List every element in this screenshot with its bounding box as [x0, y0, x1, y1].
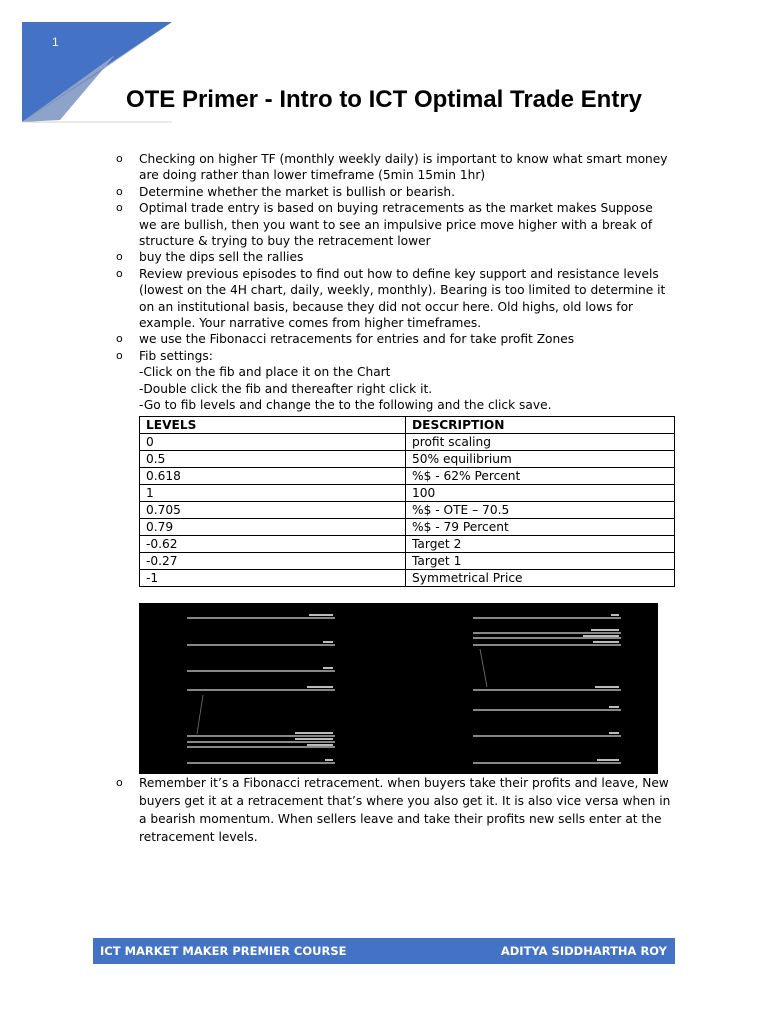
table-row [140, 570, 675, 587]
description-cell: profit scaling [406, 434, 675, 451]
list-item: o buy the dips sell the rallies [116, 250, 304, 265]
description-cell: Target 1 [406, 553, 675, 570]
table-row [140, 502, 675, 519]
list-item: o we use the Fibonacci retracements for entries and for take profit Zones [116, 332, 575, 347]
list-item: o Checking on higher TF (monthly weekly daily) is important to know what smart money are doing rather than lower timeframe (5min 15min 1hr) [116, 152, 668, 183]
header-description: DESCRIPTION [406, 417, 675, 434]
table-row [140, 485, 675, 502]
level-cell: 0.705 [140, 502, 406, 519]
list-item: o Review previous episodes to find out how to define key support and resistance levels (lowest on the 4H chart, daily, weekly, monthly). Bearing is too limited to determine it on an institutional basis, because they did not occur here. Old highs, old lows for example. Your narrative comes from higher timeframes. [116, 266, 666, 331]
header-levels: LEVELS [140, 417, 406, 434]
bullet-list [112, 151, 672, 414]
level-cell: -1 [140, 570, 406, 587]
bullet-marker: o [116, 776, 123, 789]
table-row [140, 451, 675, 468]
description-cell: %$ - OTE – 70.5 [406, 502, 675, 519]
level-cell: 0.79 [140, 519, 406, 536]
table-row [140, 468, 675, 485]
footer-author: ADITYA SIDDHARTHA ROY [500, 944, 667, 958]
page-number: 1 [52, 35, 59, 49]
list-item: o Fib settings: [116, 348, 213, 363]
bullet-marker: o [116, 332, 123, 346]
description-cell: %$ - 62% Percent [406, 468, 675, 485]
table-row [140, 536, 675, 553]
bullet-marker: o [116, 266, 123, 280]
level-cell: 0 [140, 434, 406, 451]
table-row [140, 519, 675, 536]
table-row [140, 553, 675, 570]
level-cell: -0.27 [140, 553, 406, 570]
bullet-marker: o [116, 250, 123, 264]
page-title: OTE Primer - Intro to ICT Optimal Trade Entry [125, 86, 643, 113]
bullet-marker: o [116, 184, 123, 198]
fib-chart-screenshot [139, 603, 658, 774]
table-header-row [140, 417, 675, 434]
description-cell: Symmetrical Price [406, 570, 675, 587]
fib-step: -Go to fib levels and change the to the following and the click save. [139, 398, 552, 413]
level-cell: 1 [140, 485, 406, 502]
level-cell: -0.62 [140, 536, 406, 553]
description-cell: %$ - 79 Percent [406, 519, 675, 536]
description-cell: Target 2 [406, 536, 675, 553]
description-cell: 100 [406, 485, 675, 502]
bullet-marker: o [116, 152, 123, 165]
table-row [140, 434, 675, 451]
fib-step: -Double click the fib and thereafter right click it. [139, 381, 433, 396]
fib-step: -Click on the fib and place it on the Chart [139, 365, 391, 380]
bullet-marker: o [116, 201, 123, 215]
footer-bar [93, 938, 675, 964]
level-cell: 0.618 [140, 468, 406, 485]
level-cell: 0.5 [140, 451, 406, 468]
bullet-list-after [112, 774, 672, 846]
bullet-marker: o [116, 348, 123, 362]
list-item: o Determine whether the market is bullish or bearish. [116, 184, 455, 199]
list-item: o Remember it’s a Fibonacci retracement. when buyers take their profits and leave, New buyers get it at a retracement that’s where you also get it. It is also vice versa when in a bearish momentum. When sellers leave and take their profits new sells enter at the retracement levels. [116, 776, 671, 844]
footer-course-name: ICT MARKET MAKER PREMIER COURSE [100, 944, 347, 958]
description-cell: 50% equilibrium [406, 451, 675, 468]
list-item: o Optimal trade entry is based on buying retracements as the market makes Suppose we are bullish, then you want to see an impulsive price move higher with a break of structure & trying to buy the retracement lower [116, 201, 653, 249]
fib-levels-table [139, 416, 675, 587]
